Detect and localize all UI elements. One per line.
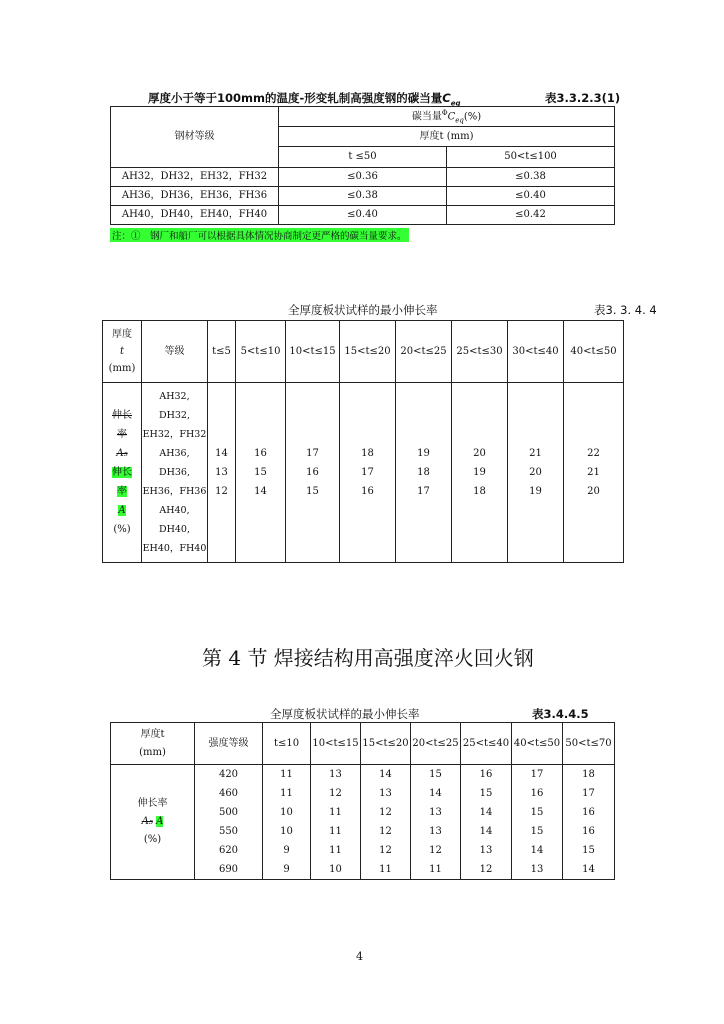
value-column: 15 14 13 13 12 11 xyxy=(411,765,461,880)
table3-col: 50<t≤70 xyxy=(563,723,615,765)
table3-col: 15<t≤20 xyxy=(361,723,411,765)
table2-col: t≤5 xyxy=(208,321,236,383)
value-cell: ≤0.40 xyxy=(279,206,447,225)
value-column: 16 15 14 xyxy=(236,383,286,563)
table2 xyxy=(102,320,624,563)
value-column: 14 13 12 12 12 11 xyxy=(361,765,411,880)
table3-col: 25<t≤40 xyxy=(461,723,512,765)
value-column: 17 16 15 xyxy=(286,383,340,563)
grade-cell: AH40，DH40，EH40，FH40 xyxy=(111,206,279,225)
table1-header-thickness: 厚度t (mm) xyxy=(279,127,615,147)
table1-header-grade: 钢材等级 xyxy=(111,107,279,168)
value-column: 18 17 16 xyxy=(340,383,396,563)
value-column: 14 13 12 xyxy=(208,383,236,563)
table2-header-grade: 等级 xyxy=(142,321,208,383)
table3-col: 20<t≤25 xyxy=(411,723,461,765)
table2-col: 15<t≤20 xyxy=(340,321,396,383)
grade-cell: AH36，DH36，EH36，FH36 xyxy=(111,187,279,206)
table3 xyxy=(110,722,615,880)
table2-col: 20<t≤25 xyxy=(396,321,452,383)
table1-number: 表3.3.2.3(1) xyxy=(545,91,621,105)
value-column: 11 11 10 10 9 9 xyxy=(263,765,311,880)
table3-col: 40<t≤50 xyxy=(512,723,563,765)
grade-column: 420 460 500 550 620 690 xyxy=(195,765,263,880)
value-column: 19 18 17 xyxy=(396,383,452,563)
value-column: 17 16 15 15 14 13 xyxy=(512,765,563,880)
table2-col: 5<t≤10 xyxy=(236,321,286,383)
value-column: 16 15 14 14 13 12 xyxy=(461,765,512,880)
table-row xyxy=(111,206,615,225)
table-row xyxy=(111,187,615,206)
value-cell: ≤0.40 xyxy=(447,187,615,206)
elongation-label: 伸长率 A₅ A (%) xyxy=(111,765,195,880)
value-column: 13 12 11 11 11 10 xyxy=(311,765,361,880)
table2-col: 25<t≤30 xyxy=(452,321,508,383)
value-cell: ≤0.38 xyxy=(447,168,615,187)
value-column: 18 17 16 16 15 14 xyxy=(563,765,615,880)
table3-col: 10<t≤15 xyxy=(311,723,361,765)
value-cell: ≤0.38 xyxy=(279,187,447,206)
table3-header-thickness: 厚度t (mm) xyxy=(111,723,195,765)
table1-note: 注：① 钢厂和船厂可以根据具体情况协商制定更严格的碳当量要求。 xyxy=(110,228,409,242)
grade-list: AH32, DH32, EH32，FH32 AH36, DH36, EH36，FH36 AH40, DH40, EH40，FH40 xyxy=(142,383,208,563)
table2-caption: 全厚度板状试样的最小伸长率 xyxy=(288,303,438,317)
table2-col: 10<t≤15 xyxy=(286,321,340,383)
value-column: 21 20 19 xyxy=(508,383,564,563)
table-row xyxy=(111,765,615,880)
value-cell: ≤0.42 xyxy=(447,206,615,225)
grade-cell: AH32，DH32，EH32，FH32 xyxy=(111,168,279,187)
table1-col-1: t ≤50 xyxy=(279,147,447,168)
table1-col-2: 50<t≤100 xyxy=(447,147,615,168)
elongation-label: 伸长 率 A₅ 伸长 率 A (%) xyxy=(103,383,142,563)
table3-number: 表3.4.4.5 xyxy=(532,707,589,721)
table2-col: 40<t≤50 xyxy=(564,321,624,383)
section-title: 第 4 节 焊接结构用高强度淬火回火钢 xyxy=(202,646,534,670)
table2-col: 30<t≤40 xyxy=(508,321,564,383)
table3-header-grade: 强度等级 xyxy=(195,723,263,765)
table1-caption: 厚度小于等于100mm的温度-形变轧制高强度钢的碳当量$C_{eq}$ xyxy=(148,91,461,108)
value-column: 22 21 20 xyxy=(564,383,624,563)
table-row xyxy=(111,168,615,187)
value-column: 20 19 18 xyxy=(452,383,508,563)
table3-caption: 全厚度板状试样的最小伸长率 xyxy=(270,707,420,721)
table1-header-ceq: 碳当量$^\Phi C_{eq}(\%)$ xyxy=(279,107,615,127)
table1 xyxy=(110,106,615,225)
page-number: 4 xyxy=(356,950,363,963)
table2-number: 表3. 3. 4. 4 xyxy=(594,303,657,317)
value-cell: ≤0.36 xyxy=(279,168,447,187)
table2-header-thickness: 厚度 t (mm) xyxy=(103,321,142,383)
table3-col: t≤10 xyxy=(263,723,311,765)
table-row xyxy=(103,383,624,563)
